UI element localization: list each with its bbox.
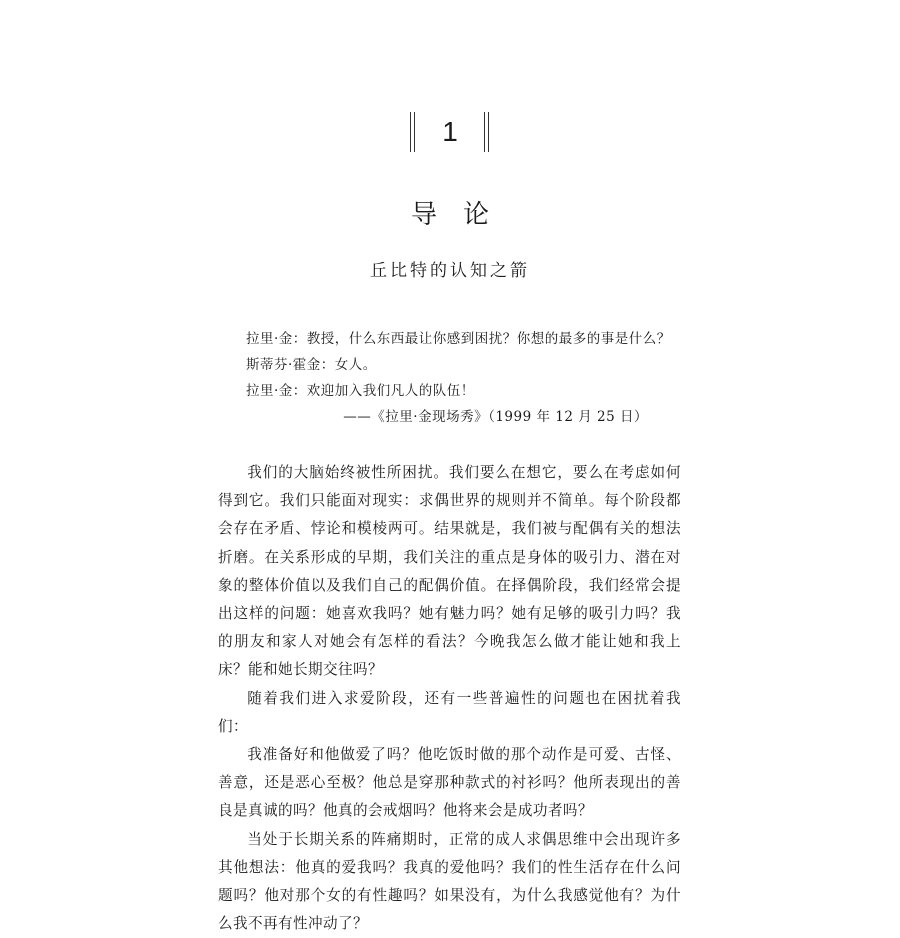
body-paragraph: 我们的大脑始终被性所困扰。我们要么在想它，要么在考虑如何得到它。我们只能面对现实：求偶世界的规则并不简单。每个阶段都会存在矛盾、悖论和模棱两可。结果就是，我们被与配偶有关的想法折磨。在关系形成的早期，我们关注的重点是身体的吸引力、潜在对象的整体价值以及我们自己的配偶价值。在择偶阶段，我们经常会提出这样的问题：她喜欢我吗？她有魅力吗？她有足够的吸引力吗？我的朋友和家人对她会有怎样的看法？今晚我怎么做才能让她和我上床？能和她长期交往吗？ <box>218 464 681 679</box>
epigraph-line: 斯蒂芬·霍金：女人。 <box>246 357 377 373</box>
body-paragraph: 当处于长期关系的阵痛期时，正常的成人求偶思维中会出现许多其他想法：他真的爱我吗？我真的爱他吗？我们的性生活存在什么问题吗？他对那个女的有性趣吗？如果没有，为什么我感觉他有？为什么我不再有性冲动了？ <box>218 830 681 933</box>
epigraph-line: 拉里·金：教授，什么东西最让你感到困扰？你想的最多的事是什么？ <box>246 331 671 347</box>
epigraph <box>246 326 671 430</box>
chapter-title: 导论 <box>410 200 515 230</box>
body-text <box>218 459 681 938</box>
body-paragraph: 我准备好和他做爱了吗？他吃饭时做的那个动作是可爱、古怪、善意，还是恶心至极？他总是穿那种款式的衬衫吗？他所表现出的善良是真诚的吗？他真的会戒烟吗？他将来会是成功者吗？ <box>218 746 681 820</box>
body-paragraph: 随着我们进入求爱阶段，还有一些普遍性的问题也在困扰着我们： <box>218 689 681 735</box>
chapter-number: 1 <box>442 116 458 147</box>
epigraph-source: ——《拉里·金现场秀》（1999 年 12 月 25 日） <box>343 409 648 425</box>
chapter-subtitle: 丘比特的认知之箭 <box>370 261 530 281</box>
epigraph-line: 拉里·金：欢迎加入我们凡人的队伍！ <box>246 383 475 399</box>
left-double-rule <box>410 112 416 152</box>
right-double-rule <box>484 112 490 152</box>
chapter-number-mark <box>0 112 900 152</box>
